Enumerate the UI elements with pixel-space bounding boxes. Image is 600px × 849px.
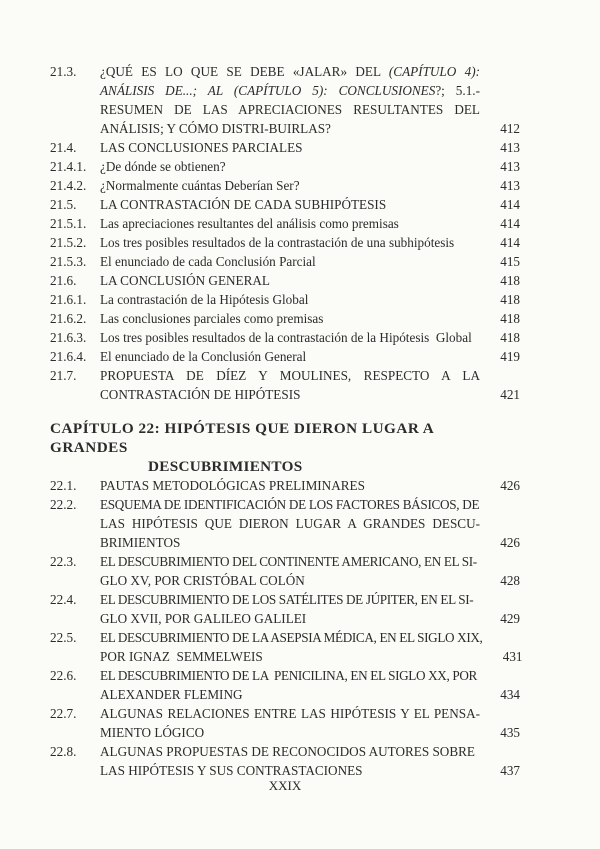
toc-entry-page-number: 435 [500,725,520,740]
toc-entry-number: 21.3. [50,64,77,79]
toc-entry[interactable] [50,495,520,552]
toc-entry-title: Los tres posibles resultados de la contrastación de una subhipótesis [100,235,455,250]
toc-entry-title: Las conclusiones parciales como premisas [100,311,324,326]
toc-entry[interactable] [50,62,520,138]
toc-entry-page-number: 418 [500,330,520,345]
toc-entry[interactable] [50,195,520,214]
toc-entry-number: 22.8. [50,744,77,759]
toc-entry-number: 21.6.1. [50,292,87,307]
toc-entry-title-line: MIENTO LÓGICO [100,725,205,740]
toc-entry-number: 21.5. [50,197,77,212]
toc-entry-title-line: GLO XVII, POR GALILEO GALILEI [100,611,307,626]
toc-entry-title: Los tres posibles resultados de la contrastación de la Hipótesis Global [100,330,472,345]
toc-entry-page-number: 421 [500,387,520,402]
toc-entry-title: La contrastación de la Hipótesis Global [100,292,309,307]
toc-entry-title [100,62,498,138]
toc-entry-title [100,495,498,552]
toc-entry-number: 21.6.3. [50,330,87,345]
toc-entry-number: 21.6.4. [50,349,87,364]
page-folio: XXIX [268,778,302,793]
toc-entry-title: ¿De dónde se obtienen? [100,159,226,174]
toc-entry-page-number: 437 [500,763,520,778]
toc-entry-title [100,366,498,404]
toc-entry-number: 22.2. [50,497,77,512]
toc-entry-title-italic: (CAPÍTULO 4): ANÁLISIS DE...; AL (CAPÍTULO 5): CONCLUSIONES [100,64,480,98]
toc-entry-number: 21.5.3. [50,254,87,269]
toc-entry-page-number: 415 [500,254,520,269]
toc-entry[interactable] [50,628,523,666]
toc-entry-title: Las apreciaciones resultantes del análisis como premisas [100,216,399,231]
toc-entry-page-number: 412 [500,121,520,136]
toc-entry-title [100,552,498,590]
toc-entry-title-line: ESQUEMA DE IDENTIFICACIÓN DE LOS FACTORES BÁSICOS, DE [100,497,480,512]
toc-entry-number: 22.5. [50,630,77,645]
toc-entry-title-line: GLO XV, POR CRISTÓBAL COLÓN [100,573,305,588]
toc-entry-title-line: EL DESCUBRIMIENTO DE LOS SATÉLITES DE JÚPITER, EN EL SI- [100,592,474,607]
toc-entry[interactable] [50,157,520,176]
toc-entry[interactable] [50,214,520,233]
toc-entry-title-line: POR IGNAZ SEMMELWEIS [100,649,263,664]
toc-entry-title: El enunciado de la Conclusión General [100,349,307,364]
toc-entry-page-number: 413 [500,159,520,174]
toc-entry[interactable] [50,366,520,404]
toc-entry-title-part: ?; 5.1.- RESUMEN DE LAS APRECIACIONES RESULTANTES DEL ANÁLISIS; Y CÓMO DISTRI-BUIRLAS? [100,83,480,136]
toc-entry-title: LA CONTRASTACIÓN DE CADA SUBHIPÓTESIS [100,197,387,212]
chapter-title-line-1: CAPÍTULO 22: HIPÓTESIS QUE DIERON LUGAR A GRANDES [50,420,434,456]
toc-entry-page-number: 414 [500,216,520,231]
toc-entry[interactable] [50,590,520,628]
toc-entry-number: 21.4.2. [50,178,87,193]
toc-entry-page-number: 418 [500,311,520,326]
toc-entry[interactable] [50,271,520,290]
toc-entry-title-line: EL DESCUBRIMIENTO DE LA PENICILINA, EN EL SIGLO XX, POR [100,668,477,683]
toc-entry-title-line: PROPUESTA DE DÍEZ Y MOULINES, RESPECTO A LA [100,368,480,383]
toc-entry-page-number: 414 [500,235,520,250]
toc-entry[interactable] [50,347,520,366]
toc-entry[interactable] [50,309,520,328]
toc-entry-number: 22.1. [50,478,77,493]
toc-entry-number: 21.5.2. [50,235,87,250]
toc-entry-page-number: 426 [500,478,520,493]
toc-entry-number: 22.7. [50,706,77,721]
toc-entry-page-number: 434 [500,687,520,702]
toc-entry-title: ¿Normalmente cuántas Deberían Ser? [100,178,300,193]
toc-entry[interactable] [50,666,520,704]
toc-section-chapter-21 [50,62,520,404]
toc-entry-page-number: 413 [500,140,520,155]
toc-entry[interactable] [50,476,520,495]
toc-entry-page-number: 428 [500,573,520,588]
toc-entry-title-line: ALGUNAS PROPUESTAS DE RECONOCIDOS AUTORES SOBRE [100,744,475,759]
toc-entry-page-number: 426 [500,535,520,550]
toc-entry-page-number: 413 [500,178,520,193]
table-of-contents [50,62,523,780]
toc-entry-title-line: EL DESCUBRIMIENTO DE LA ASEPSIA MÉDICA, EN EL SIGLO XIX, [100,630,483,645]
toc-entry-page-number: 419 [500,349,520,364]
toc-entry-number: 21.4.1. [50,159,87,174]
toc-section-chapter-22 [50,476,523,780]
chapter-heading [50,419,520,476]
toc-entry[interactable] [50,138,520,157]
toc-entry-title [100,590,498,628]
toc-entry-title: LAS CONCLUSIONES PARCIALES [100,140,303,155]
toc-entry-number: 22.4. [50,592,77,607]
toc-entry-page-number: 414 [500,197,520,212]
chapter-title-line-2: DESCUBRIMIENTOS [148,458,303,475]
toc-entry-page-number: 429 [500,611,520,626]
toc-entry-number: 21.4. [50,140,77,155]
toc-entry-number: 21.6. [50,273,77,288]
toc-entry-title-line: LAS HIPÓTESIS QUE DIERON LUGAR A GRANDES DESCU- [100,516,480,531]
toc-entry[interactable] [50,233,520,252]
toc-entry-title-line: ALEXANDER FLEMING [100,687,243,702]
toc-entry-title-line: CONTRASTACIÓN DE HIPÓTESIS [100,387,301,402]
toc-entry-page-number: 431 [502,649,523,664]
toc-entry-number: 21.6.2. [50,311,87,326]
toc-entry-title [100,704,498,742]
toc-entry-title-line: LAS HIPÓTESIS Y SUS CONTRASTACIONES [100,763,363,778]
toc-entry-title [100,666,498,704]
toc-entry-number: 22.3. [50,554,77,569]
toc-entry-number: 21.5.1. [50,216,87,231]
toc-entry-number: 22.6. [50,668,77,683]
toc-entry-title: LA CONCLUSIÓN GENERAL [100,273,270,288]
toc-entry-title-line: ALGUNAS RELACIONES ENTRE LAS HIPÓTESIS Y EL PENSA- [100,706,480,721]
toc-entry-title: PAUTAS METODOLÓGICAS PRELIMINARES [100,478,365,493]
toc-entry[interactable] [50,742,520,780]
toc-entry-title-line: EL DESCUBRIMIENTO DEL CONTINENTE AMERICANO, EN EL SI- [100,554,477,569]
toc-entry[interactable] [50,552,520,590]
toc-entry-number: 21.7. [50,368,77,383]
toc-entry-title-part: ¿QUÉ ES LO QUE SE DEBE «JALAR» DEL [100,64,389,79]
toc-entry-title [100,742,498,780]
toc-entry[interactable] [50,290,520,309]
toc-entry-title [100,628,501,666]
toc-entry[interactable] [50,176,520,195]
toc-entry[interactable] [50,328,520,347]
toc-entry-page-number: 418 [500,292,520,307]
toc-entry-title: El enunciado de cada Conclusión Parcial [100,254,316,269]
toc-entry-title-line: BRIMIENTOS [100,535,181,550]
toc-entry[interactable] [50,704,520,742]
toc-entry[interactable] [50,252,520,271]
toc-entry-page-number: 418 [500,273,520,288]
